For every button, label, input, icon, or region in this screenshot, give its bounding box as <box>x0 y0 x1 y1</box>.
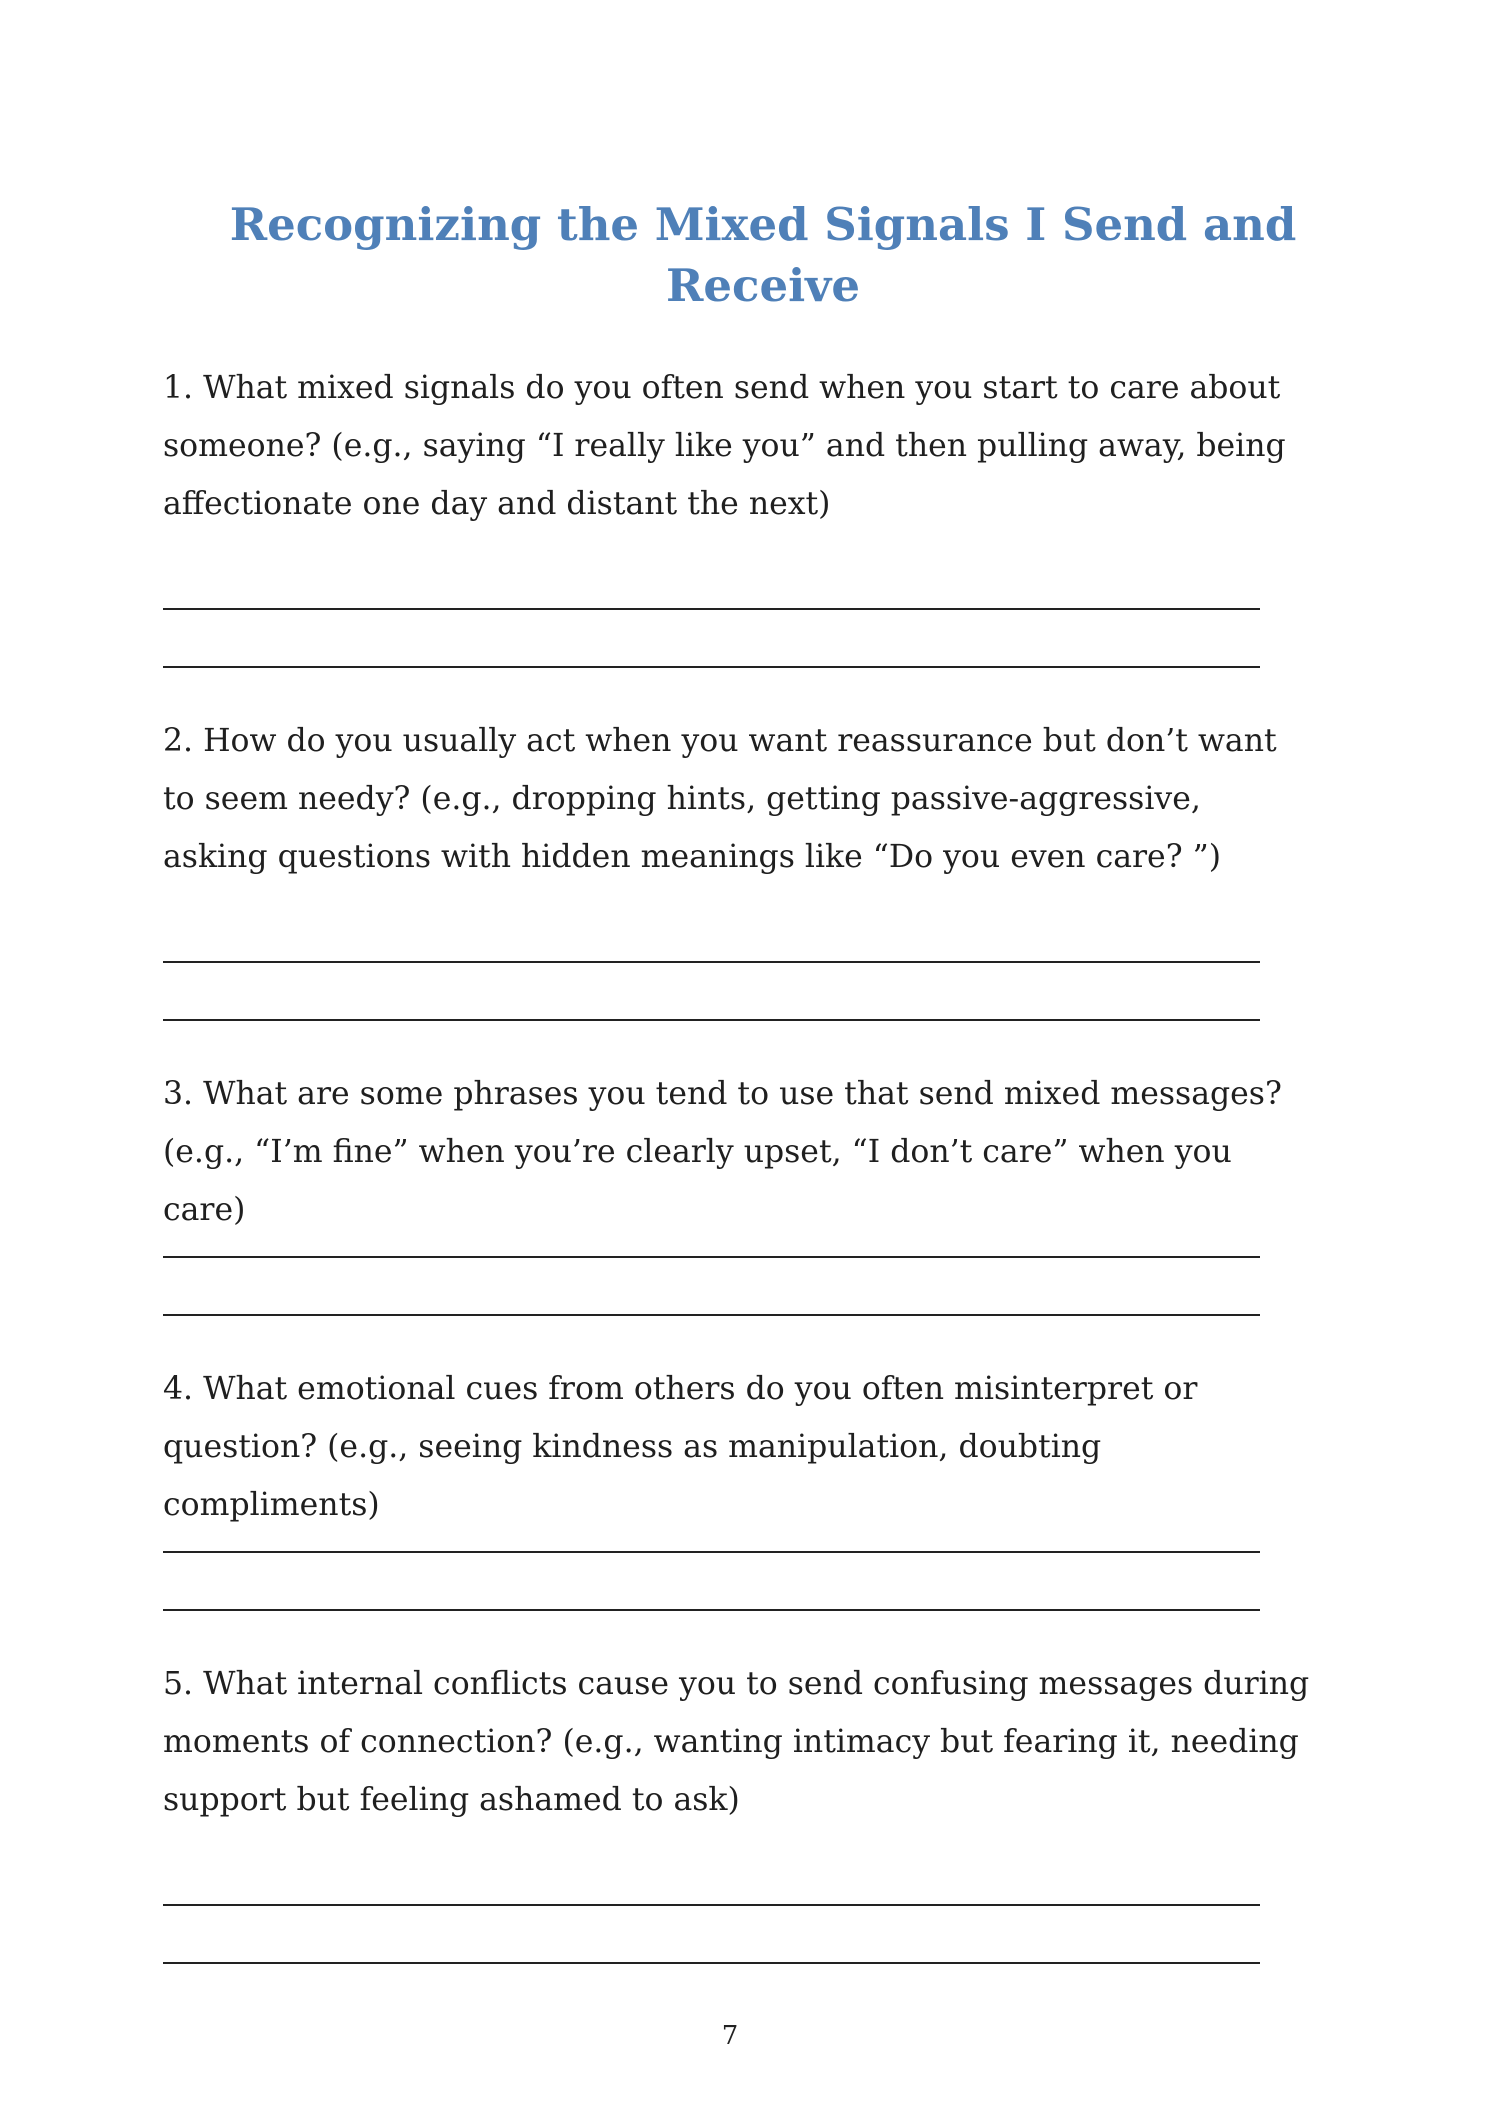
answer-line-5b[interactable] <box>163 1962 1260 1964</box>
page-title: Recognizing the Mixed Signals I Send and Receive <box>229 198 1297 312</box>
answer-line-4a[interactable] <box>163 1551 1260 1553</box>
answer-line-5a[interactable] <box>163 1904 1260 1906</box>
question-2: 2. How do you usually act when you want reassurance but don’t want to seem needy? (e.g., dropping hints, getting passive-aggressive, asking questions with hidden meanings like “Do you even care? ”) <box>163 723 1277 875</box>
question-5: 5. What internal conflicts cause you to send confusing messages during moments of connection? (e.g., wanting intimacy but fearing it, needing support but feeling ashamed to ask) <box>163 1666 1310 1818</box>
page-number: 7 <box>721 2021 739 2051</box>
answer-line-2b[interactable] <box>163 1019 1260 1021</box>
answer-line-1a[interactable] <box>163 608 1260 610</box>
answer-line-1b[interactable] <box>163 666 1260 668</box>
answer-line-3a[interactable] <box>163 1256 1260 1258</box>
answer-line-2a[interactable] <box>163 961 1260 963</box>
question-4: 4. What emotional cues from others do you often misinterpret or question? (e.g., seeing kindness as manipulation, doubting compliments) <box>163 1371 1198 1523</box>
answer-line-4b[interactable] <box>163 1609 1260 1611</box>
answer-line-3b[interactable] <box>163 1314 1260 1316</box>
question-1: 1. What mixed signals do you often send when you start to care about someone? (e.g., saying “I really like you” and then pulling away, being affectionate one day and distant the next) <box>163 370 1286 522</box>
question-3: 3. What are some phrases you tend to use that send mixed messages? (e.g., “I’m fine” when you’re clearly upset, “I don’t care” when you care) <box>163 1076 1282 1228</box>
